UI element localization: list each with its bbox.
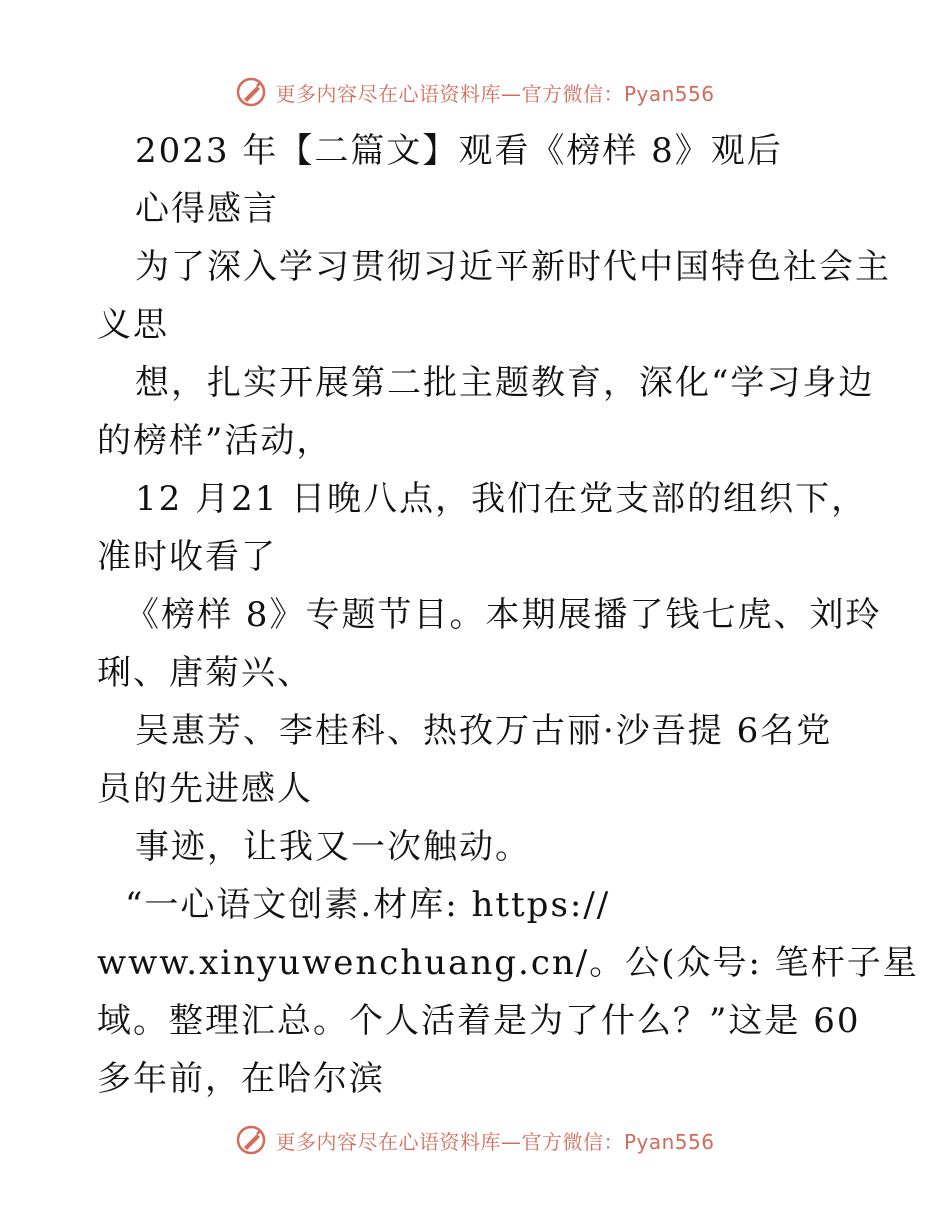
- paragraph-line: 琍、唐菊兴、: [97, 653, 313, 693]
- paragraph-line: 多年前，在哈尔滨: [97, 1059, 385, 1099]
- header-watermark-text: 更多内容尽在心语资料库—官方微信：Pyan556: [275, 81, 715, 106]
- paragraph-line: www.xinyuwenchuang.cn/。公(众号: 笔杆子星: [97, 943, 919, 983]
- paragraph-line: 吴惠芳、李桂科、热孜万古丽·沙吾提 6名党: [135, 711, 833, 751]
- document-body: [97, 122, 919, 1108]
- footer-watermark-banner: [0, 1118, 950, 1162]
- document-title-line: 2023 年【二篇文】观看《榜样 8》观后: [135, 131, 783, 171]
- header-watermark-banner: [0, 70, 950, 114]
- paragraph-line: 员的先进感人: [97, 769, 313, 809]
- paragraph-line: 《榜样 8》专题节目。本期展播了钱七虎、刘玲: [125, 595, 882, 635]
- paragraph-line: 事迹，让我又一次触动。: [135, 827, 531, 867]
- footer-watermark-text: 更多内容尽在心语资料库—官方微信：Pyan556: [275, 1129, 715, 1154]
- paragraph-line: 想，扎实开展第二批主题教育，深化“学习身边: [135, 363, 875, 403]
- pen-circle-logo-icon: [235, 76, 267, 108]
- paragraph-line: 为了深入学习贯彻习近平新时代中国特色社会主: [135, 247, 891, 287]
- pen-circle-logo-icon: [235, 1124, 267, 1156]
- paragraph-line: 准时收看了: [97, 537, 277, 577]
- paragraph-line: 义思: [97, 305, 169, 345]
- paragraph-line: 的榜样”活动，: [97, 421, 333, 461]
- paragraph-line: 12 月21 日晚八点，我们在党支部的组织下，: [135, 479, 868, 519]
- document-title-line: 心得感言: [135, 189, 279, 229]
- paragraph-line: “一心语文创素.材库: https://: [125, 885, 611, 925]
- paragraph-line: 域。整理汇总。个人活着是为了什么？”这是 60: [97, 1001, 861, 1041]
